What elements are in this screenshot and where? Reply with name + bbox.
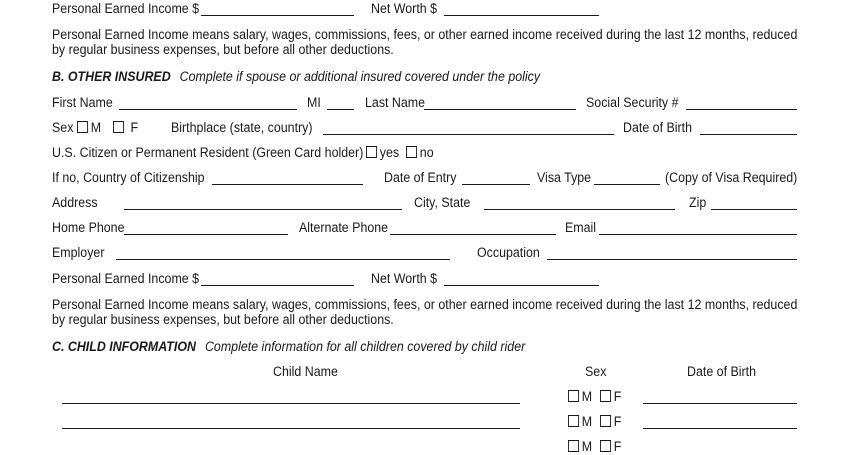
visa-type-field[interactable] <box>594 184 660 185</box>
home-phone-field[interactable] <box>124 234 288 235</box>
child-m-text: M <box>581 414 593 429</box>
sex-female-option <box>113 120 138 136</box>
checkbox-no[interactable] <box>406 146 417 158</box>
city-state-label: City, State <box>414 195 471 210</box>
child-sex-option-m <box>568 439 592 455</box>
checkbox-m[interactable] <box>568 440 579 452</box>
email-label: Email <box>565 220 597 235</box>
sex-m-text: M <box>90 120 102 135</box>
sex-male-option <box>77 120 101 136</box>
last-name-label: Last Name <box>365 95 426 110</box>
dob-label: Date of Birth <box>623 120 693 135</box>
checkbox-f[interactable] <box>600 390 611 402</box>
earned-income-field[interactable] <box>201 15 354 16</box>
no-text: no <box>419 145 434 160</box>
b-earned-income-field[interactable] <box>201 285 354 286</box>
section-c-title: C. CHILD INFORMATION <box>52 339 196 354</box>
sex-header: Sex <box>585 364 607 379</box>
birthplace-field[interactable] <box>323 134 614 135</box>
b-earned-income-label: Personal Earned Income $ <box>52 271 200 286</box>
section-b-heading <box>52 69 540 85</box>
note-line: by regular business expenses, but before all other deductions. <box>52 312 394 327</box>
occupation-label: Occupation <box>477 245 540 260</box>
section-b-subtitle: Complete if spouse or additional insured covered under the policy <box>179 69 541 84</box>
child-sex-option-f <box>600 414 621 430</box>
child-f-text: F <box>613 414 622 429</box>
citizen-yes-option <box>366 145 399 161</box>
child-f-text: F <box>613 439 622 454</box>
checkbox-f[interactable] <box>600 440 611 452</box>
alt-phone-field[interactable] <box>390 234 556 235</box>
net-worth-label: Net Worth $ <box>371 1 438 16</box>
note-line: Personal Earned Income means salary, wages, commissions, fees, or other earned income received during the last 12 months, reduced <box>52 297 798 312</box>
section-c-heading <box>52 339 525 355</box>
home-phone-label: Home Phone <box>52 220 125 235</box>
alt-phone-label: Alternate Phone <box>299 220 389 235</box>
checkbox-m[interactable] <box>568 415 579 427</box>
child-m-text: M <box>581 389 593 404</box>
zip-label: Zip <box>689 195 707 210</box>
first-name-label: First Name <box>52 95 113 110</box>
citizen-label: U.S. Citizen or Permanent Resident (Green Card holder) <box>52 145 364 160</box>
zip-field[interactable] <box>711 209 797 210</box>
dob-header: Date of Birth <box>687 364 757 379</box>
earned-income-note <box>52 27 797 57</box>
b-net-worth-field[interactable] <box>444 285 599 286</box>
section-b-title: B. OTHER INSURED <box>52 69 171 84</box>
child-name-field[interactable] <box>62 428 520 429</box>
first-name-field[interactable] <box>119 109 297 110</box>
child-dob-field[interactable] <box>643 428 797 429</box>
mi-field[interactable] <box>327 109 354 110</box>
checkbox-f[interactable] <box>113 121 124 133</box>
checkbox-m[interactable] <box>77 121 88 133</box>
child-m-text: M <box>581 439 593 454</box>
child-sex-option-f <box>600 439 621 455</box>
checkbox-yes[interactable] <box>366 146 377 158</box>
city-state-field[interactable] <box>484 209 675 210</box>
child-name-header: Child Name <box>273 364 338 379</box>
b-net-worth-label: Net Worth $ <box>371 271 438 286</box>
last-name-field[interactable] <box>424 109 576 110</box>
employer-label: Employer <box>52 245 105 260</box>
email-field[interactable] <box>599 234 797 235</box>
child-sex-option-f <box>600 389 621 405</box>
mi-label: MI <box>307 95 321 110</box>
ssn-field[interactable] <box>686 109 797 110</box>
section-c-subtitle: Complete information for all children covered by child rider <box>204 339 526 354</box>
child-name-field[interactable] <box>62 403 520 404</box>
child-sex-option-m <box>568 414 592 430</box>
date-entry-label: Date of Entry <box>384 170 457 185</box>
child-dob-field[interactable] <box>643 403 797 404</box>
sex-f-text: F <box>130 120 139 135</box>
sex-label: Sex <box>52 120 74 135</box>
earned-income-label: Personal Earned Income $ <box>52 1 200 16</box>
employer-field[interactable] <box>116 259 450 260</box>
b-earned-income-note <box>52 297 797 327</box>
visa-type-label: Visa Type <box>537 170 592 185</box>
country-citizenship-field[interactable] <box>212 184 363 185</box>
address-field[interactable] <box>124 209 402 210</box>
visa-copy-note: (Copy of Visa Required) <box>665 170 798 185</box>
net-worth-field[interactable] <box>444 15 599 16</box>
citizen-no-option <box>406 145 434 161</box>
address-label: Address <box>52 195 98 210</box>
yes-text: yes <box>379 145 400 160</box>
country-citizenship-label: If no, Country of Citizenship <box>52 170 205 185</box>
checkbox-f[interactable] <box>600 415 611 427</box>
checkbox-m[interactable] <box>568 390 579 402</box>
child-f-text: F <box>613 389 622 404</box>
occupation-field[interactable] <box>547 259 797 260</box>
child-sex-option-m <box>568 389 592 405</box>
note-line: by regular business expenses, but before all other deductions. <box>52 42 394 57</box>
ssn-label: Social Security # <box>586 95 679 110</box>
dob-field[interactable] <box>700 134 797 135</box>
birthplace-label: Birthplace (state, country) <box>171 120 313 135</box>
note-line: Personal Earned Income means salary, wages, commissions, fees, or other earned income received during the last 12 months, reduced <box>52 27 798 42</box>
date-entry-field[interactable] <box>462 184 530 185</box>
